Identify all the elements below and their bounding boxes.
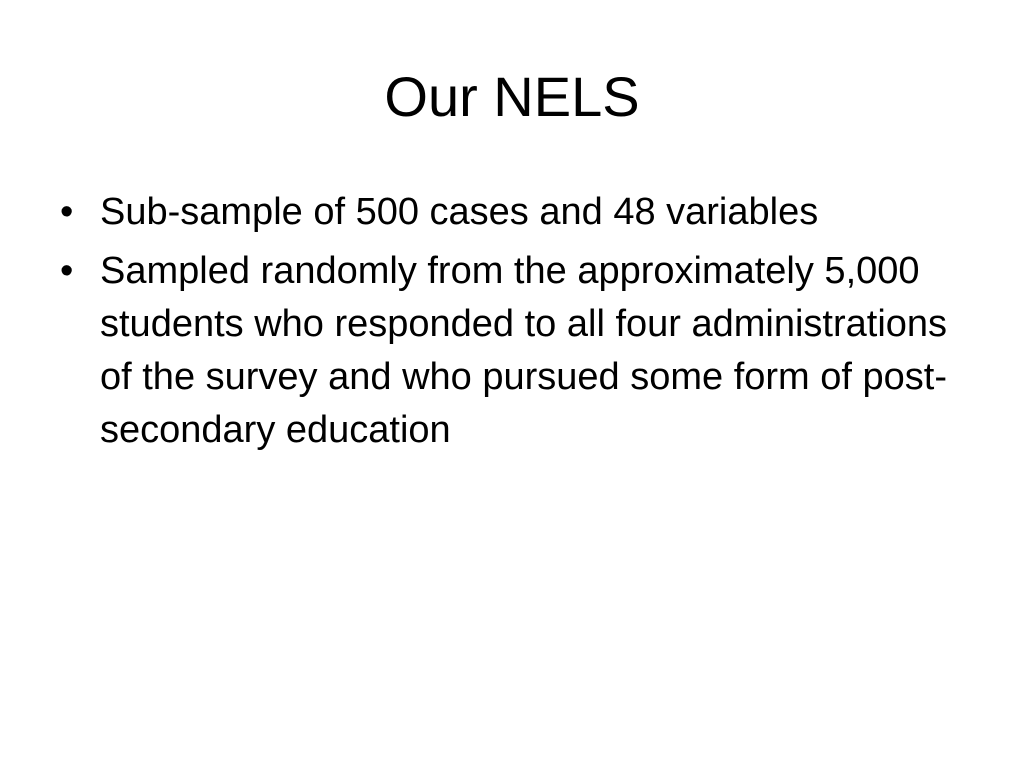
bullet-list [58,186,978,463]
bullet-item [58,186,978,239]
bullet-dot-icon: • [60,191,74,233]
bullet-text: Sub-sample of 500 cases and 48 variables [100,191,819,233]
slide-title: Our NELS [384,65,640,128]
bullet-text: Sampled randomly from the approximately 5,000 students who responded to all four administrations of the survey and who pursued some form of post-secondary education [100,250,948,451]
bullet-item [58,245,978,457]
bullet-dot-icon: • [60,250,74,292]
